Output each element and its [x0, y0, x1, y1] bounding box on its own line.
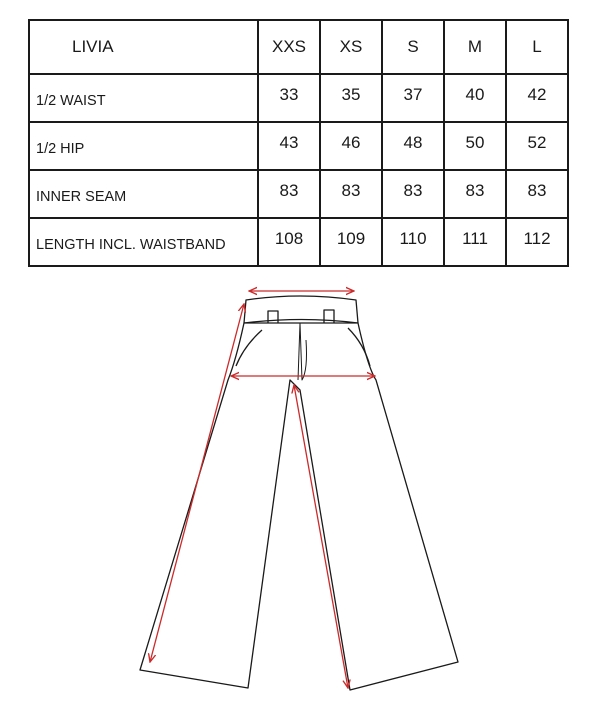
size-header-l: L — [506, 20, 568, 74]
table-cell: 108 — [258, 218, 320, 266]
table-row-length — [29, 218, 568, 266]
table-row-inner-seam — [29, 170, 568, 218]
size-header-xs: XS — [320, 20, 382, 74]
table-cell: 35 — [320, 74, 382, 122]
table-header-row — [29, 20, 568, 74]
table-cell: 52 — [506, 122, 568, 170]
table-cell: 46 — [320, 122, 382, 170]
table-cell: 83 — [258, 170, 320, 218]
table-cell: 40 — [444, 74, 506, 122]
table-cell: 112 — [506, 218, 568, 266]
table-cell: 33 — [258, 74, 320, 122]
table-row-half-hip — [29, 122, 568, 170]
table-cell: 43 — [258, 122, 320, 170]
row-label: LENGTH INCL. WAISTBAND — [29, 218, 258, 266]
table-cell: 83 — [506, 170, 568, 218]
table-cell: 83 — [382, 170, 444, 218]
size-header-s: S — [382, 20, 444, 74]
waistband-outline — [244, 296, 358, 323]
table-row-half-waist — [29, 74, 568, 122]
table-cell: 109 — [320, 218, 382, 266]
row-label: 1/2 WAIST — [29, 74, 258, 122]
table-cell: 110 — [382, 218, 444, 266]
table-cell: 111 — [444, 218, 506, 266]
size-header-xxs: XXS — [258, 20, 320, 74]
product-name: LIVIA — [29, 20, 258, 74]
trousers-measurement-diagram — [0, 270, 597, 716]
table-cell: 83 — [444, 170, 506, 218]
trousers-body-outline — [140, 323, 458, 690]
table-cell: 42 — [506, 74, 568, 122]
row-label: INNER SEAM — [29, 170, 258, 218]
size-header-m: M — [444, 20, 506, 74]
table-cell: 48 — [382, 122, 444, 170]
table-cell: 37 — [382, 74, 444, 122]
table-cell: 83 — [320, 170, 382, 218]
size-chart-table — [28, 19, 569, 267]
trousers-icon — [140, 296, 458, 690]
row-label: 1/2 HIP — [29, 122, 258, 170]
table-cell: 50 — [444, 122, 506, 170]
